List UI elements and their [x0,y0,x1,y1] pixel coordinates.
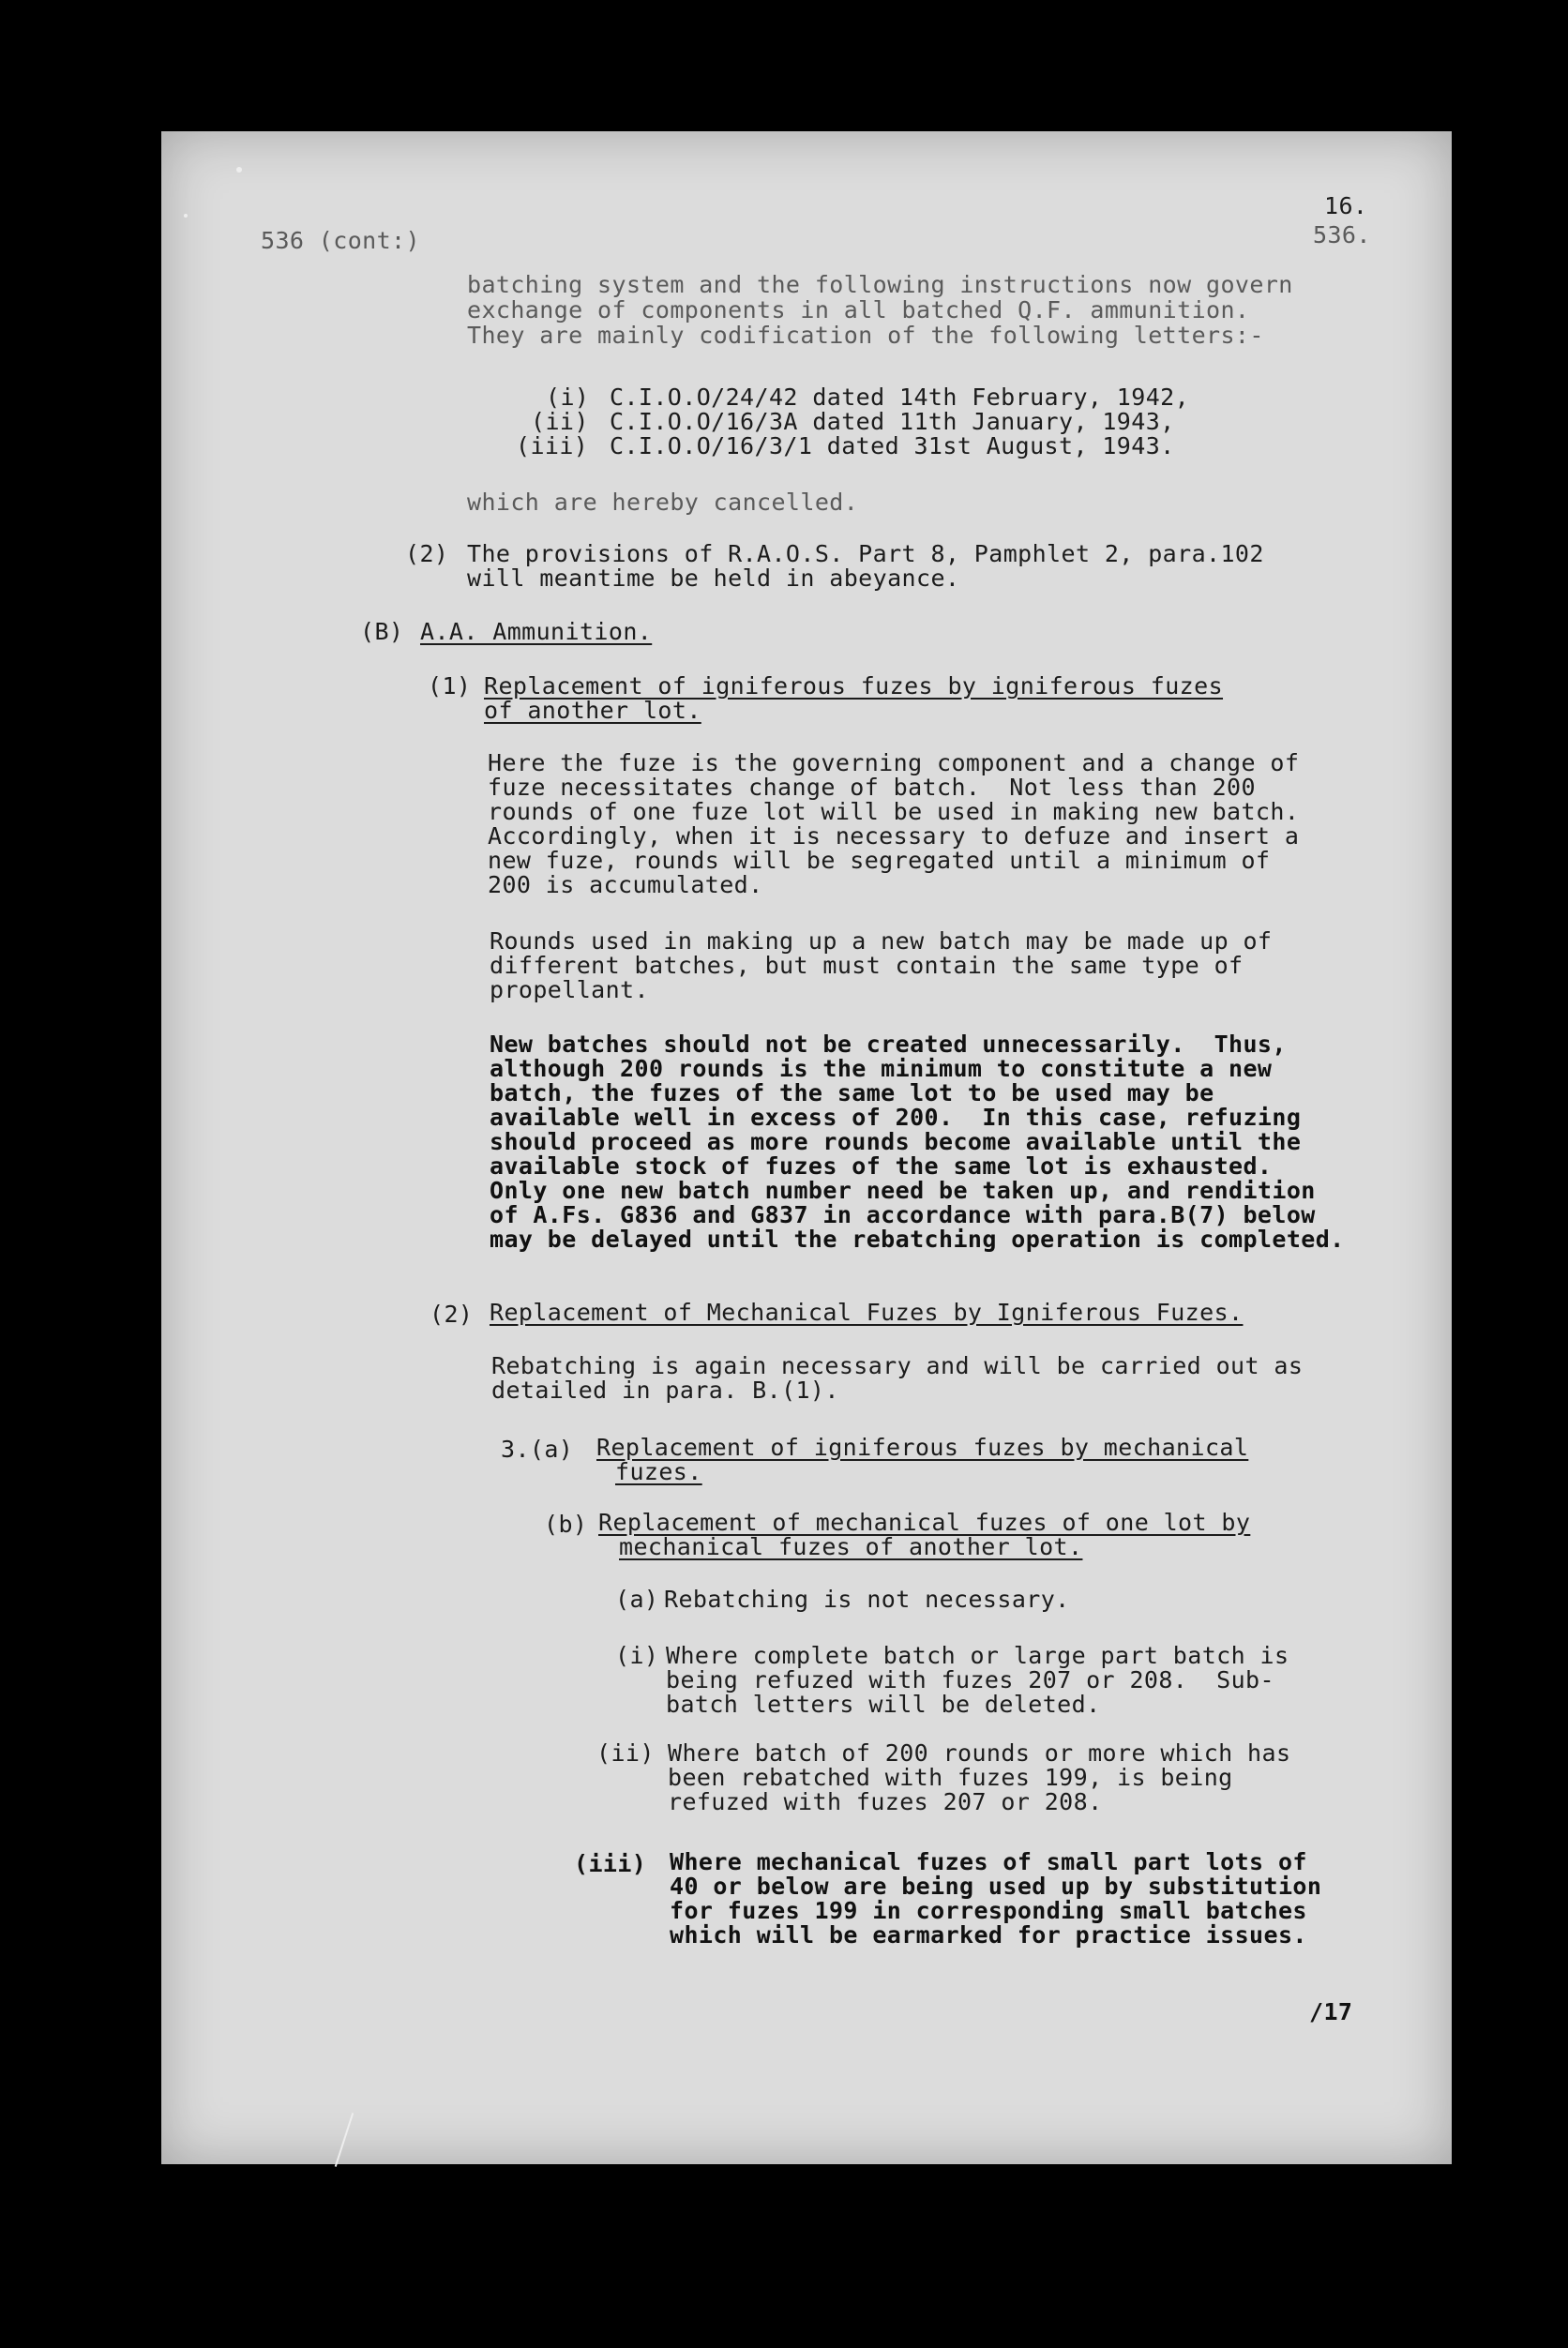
b1-p3-line: should proceed as more rounds become available until the [490,1128,1302,1155]
b3-item-num: (a) [615,1586,659,1613]
b1-p1-line: new fuze, rounds will be segregated until a minimum of [488,847,1271,874]
letter-text: C.I.O.O/24/42 dated 14th February, 1942, [610,384,1190,411]
scan-speck [236,167,242,173]
b2-line: detailed in para. B.(1). [491,1377,839,1404]
b3b-title: Replacement of mechanical fuzes of one lot by [598,1509,1251,1536]
b1-p3-line: available stock of fuzes of the same lot is exhausted. [490,1152,1273,1180]
b1-p3-line: batch, the fuzes of the same lot to be used may be [490,1079,1214,1106]
reference-left: 536 (cont:) [261,227,420,254]
b3-item-line: been rebatched with fuzes 199, is being [668,1764,1233,1791]
b1-title: Replacement of igniferous fuzes by igniferous fuzes [484,672,1224,700]
b3a-title: Replacement of igniferous fuzes by mechanical [596,1434,1249,1461]
page-number: 16. [1324,192,1368,219]
para-2-line: will meantime be held in abeyance. [467,564,960,592]
b3-item-line: Rebatching is not necessary. [664,1586,1070,1613]
b3-item-line: Where mechanical fuzes of small part lots of [670,1848,1307,1875]
b3-item-num: (iii) [574,1850,647,1877]
b1-p1-line: Here the fuze is the governing component and a change of [488,749,1300,776]
b1-p2-line: different batches, but must contain the same type of [490,952,1244,979]
para-2-num: (2) [405,540,449,567]
b3a-title: fuzes. [615,1458,702,1485]
b2-line: Rebatching is again necessary and will be carried out as [491,1352,1304,1379]
letter-num: (iii) [516,432,589,459]
b3-item-line: Where complete batch or large part batch is [666,1642,1289,1669]
letter-text: C.I.O.O/16/3/1 dated 31st August, 1943. [610,432,1175,459]
b3-item-line: Where batch of 200 rounds or more which has [668,1739,1291,1767]
b1-p2-line: propellant. [490,976,649,1003]
b3-item-line: being refuzed with fuzes 207 or 208. Sub- [666,1666,1274,1693]
b1-p3-line: New batches should not be created unnecessarily. Thus, [490,1031,1287,1058]
b3-item-line: 40 or below are being used up by substitution [670,1873,1322,1900]
b1-p3-line: of A.Fs. G836 and G837 in accordance with para.B(7) below [490,1201,1316,1228]
b1-title: of another lot. [484,697,701,724]
b3-item-num: (ii) [596,1739,655,1767]
b1-p3-line: may be delayed until the rebatching operation is completed. [490,1226,1345,1253]
intro-line: They are mainly codification of the following letters:- [467,322,1264,349]
continuation-page: /17 [1309,1998,1353,2025]
intro-line: batching system and the following instructions now govern [467,271,1293,298]
letter-num: (i) [546,384,590,411]
b2-num: (2) [430,1301,474,1328]
b1-p1-line: rounds of one fuze lot will be used in making new batch. [488,798,1300,825]
b1-p3-line: although 200 rounds is the minimum to constitute a new [490,1055,1273,1082]
section-b-title: A.A. Ammunition. [420,618,653,645]
b3-item-line: which will be earmarked for practice issues. [670,1921,1307,1949]
section-b-label: (B) [360,618,404,645]
b1-num: (1) [428,672,472,700]
b3a-num: 3.(a) [501,1436,574,1463]
para-2-line: The provisions of R.A.O.S. Part 8, Pamphlet 2, para.102 [467,540,1264,567]
b1-p3-line: available well in excess of 200. In this case, refuzing [490,1104,1302,1131]
b3-item-line: batch letters will be deleted. [666,1691,1101,1718]
scan-speck [184,214,188,218]
b3b-num: (b) [544,1511,588,1538]
letter-text: C.I.O.O/16/3A dated 11th January, 1943, [610,408,1175,435]
b1-p2-line: Rounds used in making up a new batch may be made up of [490,927,1273,955]
b3-item-line: refuzed with fuzes 207 or 208. [668,1788,1103,1815]
b2-title: Replacement of Mechanical Fuzes by Igniferous Fuzes. [490,1299,1244,1326]
b3b-title: mechanical fuzes of another lot. [619,1533,1083,1560]
reference-right: 536. [1313,221,1371,248]
b1-p1-line: 200 is accumulated. [488,871,763,898]
b3-item-num: (i) [615,1642,659,1669]
letter-num: (ii) [531,408,589,435]
cancelled-note: which are hereby cancelled. [467,489,859,516]
intro-line: exchange of components in all batched Q.F. ammunition. [467,296,1250,324]
b1-p1-line: Accordingly, when it is necessary to defuze and insert a [488,822,1300,850]
b1-p3-line: Only one new batch number need be taken up, and rendition [490,1177,1316,1204]
b1-p1-line: fuze necessitates change of batch. Not less than 200 [488,774,1256,801]
b3-item-line: for fuzes 199 in corresponding small batches [670,1897,1307,1924]
